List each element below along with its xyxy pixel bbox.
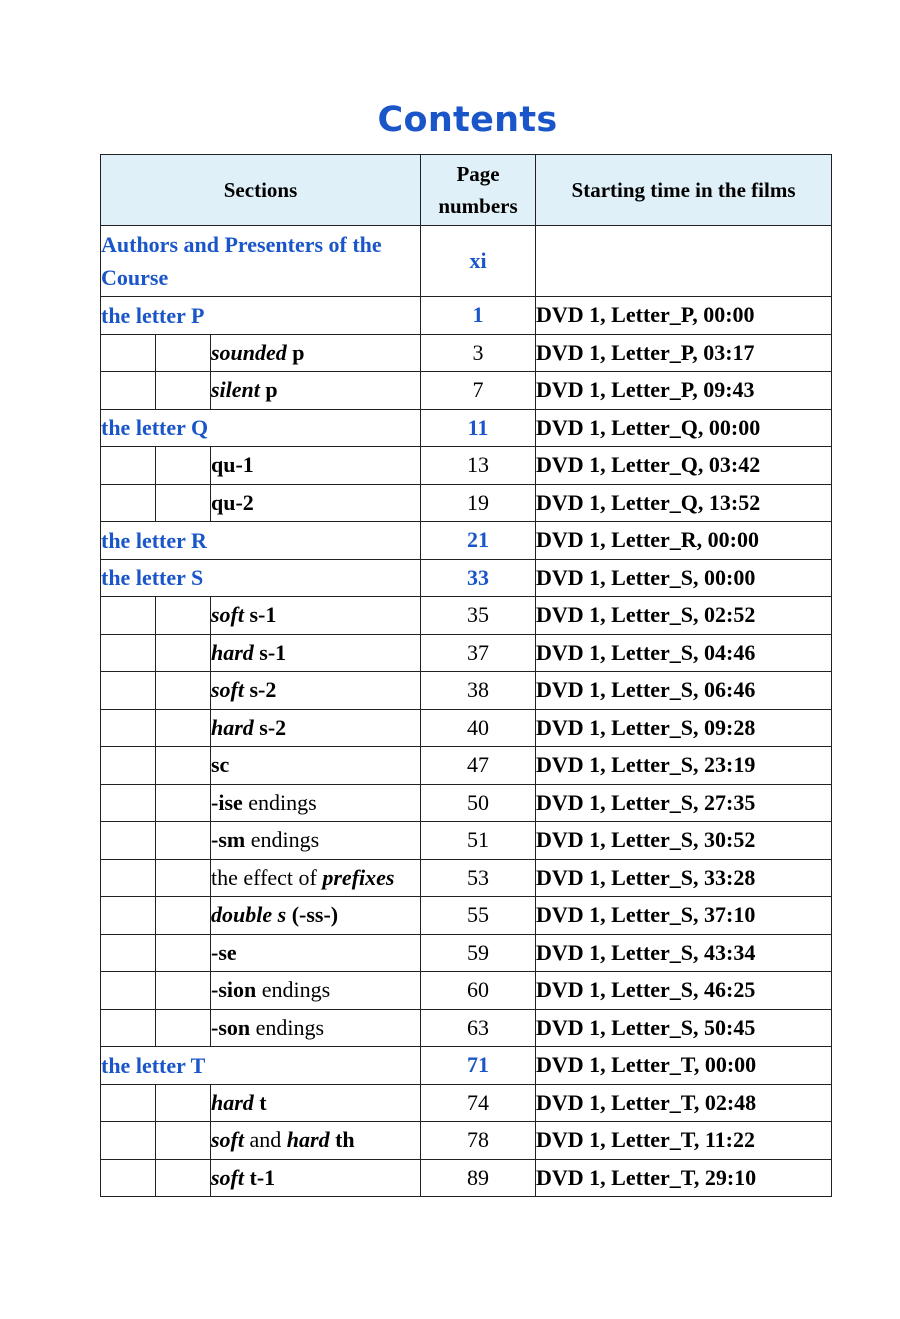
starting-time: DVD 1, Letter_P, 09:43: [536, 372, 832, 410]
section-title: [101, 1047, 421, 1085]
title-fragment: s-1: [253, 639, 287, 665]
section-title: [101, 226, 421, 297]
page-number: 89: [421, 1159, 536, 1197]
main-section-row: [101, 522, 832, 560]
subsection-title: [211, 1009, 421, 1047]
page-number: 55: [421, 897, 536, 935]
indent-cell: [101, 1009, 156, 1047]
starting-time: DVD 1, Letter_R, 00:00: [536, 522, 832, 560]
header-page-numbers: Page numbers: [421, 155, 536, 226]
title-fragment: endings: [256, 977, 331, 1003]
indent-cell: [156, 822, 211, 860]
subsection-row: [101, 934, 832, 972]
starting-time: DVD 1, Letter_S, 37:10: [536, 897, 832, 935]
page-number: 50: [421, 784, 536, 822]
subsection-title: [211, 709, 421, 747]
indent-cell: [101, 634, 156, 672]
page-number: 53: [421, 859, 536, 897]
subsection-row: [101, 859, 832, 897]
indent-cell: [101, 709, 156, 747]
page-number: 38: [421, 672, 536, 710]
subsection-row: [101, 1159, 832, 1197]
title-fragment: hard: [211, 639, 254, 665]
indent-cell: [156, 1159, 211, 1197]
page-number: 33: [421, 559, 536, 597]
title-fragment: -ise: [211, 789, 243, 815]
indent-cell: [156, 784, 211, 822]
indent-cell: [101, 822, 156, 860]
starting-time: DVD 1, Letter_S, 06:46: [536, 672, 832, 710]
subsection-row: [101, 897, 832, 935]
title-fragment: th: [329, 1127, 355, 1153]
page-number: 40: [421, 709, 536, 747]
main-section-row: [101, 226, 832, 297]
subsection-title: [211, 334, 421, 372]
subsection-row: [101, 634, 832, 672]
title-fragment: soft: [211, 677, 244, 703]
title-fragment: sounded: [211, 339, 287, 365]
title-fragment: the effect of: [211, 864, 323, 890]
section-title: [101, 409, 421, 447]
starting-time: DVD 1, Letter_P, 03:17: [536, 334, 832, 372]
title-fragment: -sm: [211, 827, 246, 853]
subsection-title: [211, 972, 421, 1010]
title-fragment: prefixes: [322, 864, 395, 890]
subsection-title: [211, 597, 421, 635]
title-fragment: the letter S: [101, 565, 204, 591]
subsection-title: [211, 784, 421, 822]
subsection-title: [211, 822, 421, 860]
title-fragment: qu-1: [211, 452, 254, 478]
starting-time: DVD 1, Letter_Q, 03:42: [536, 447, 832, 485]
subsection-row: [101, 1122, 832, 1160]
starting-time: DVD 1, Letter_Q, 00:00: [536, 409, 832, 447]
subsection-title: [211, 1084, 421, 1122]
indent-cell: [156, 334, 211, 372]
title-fragment: -se: [211, 939, 237, 965]
title-fragment: qu-2: [211, 489, 254, 515]
indent-cell: [101, 1084, 156, 1122]
indent-cell: [101, 372, 156, 410]
contents-body: [101, 226, 832, 1197]
subsection-row: [101, 1084, 832, 1122]
page-number: 13: [421, 447, 536, 485]
title-fragment: soft: [211, 1127, 244, 1153]
indent-cell: [156, 972, 211, 1010]
starting-time: DVD 1, Letter_T, 02:48: [536, 1084, 832, 1122]
title-fragment: -son: [211, 1014, 251, 1040]
page-number: 59: [421, 934, 536, 972]
indent-cell: [156, 747, 211, 785]
starting-time: DVD 1, Letter_S, 46:25: [536, 972, 832, 1010]
indent-cell: [101, 1122, 156, 1160]
title-fragment: the letter P: [101, 302, 205, 328]
indent-cell: [156, 372, 211, 410]
subsection-row: [101, 822, 832, 860]
subsection-title: [211, 897, 421, 935]
indent-cell: [101, 934, 156, 972]
indent-cell: [156, 484, 211, 522]
starting-time: DVD 1, Letter_Q, 13:52: [536, 484, 832, 522]
subsection-row: [101, 672, 832, 710]
starting-time: [536, 226, 832, 297]
section-title: [101, 297, 421, 335]
main-section-row: [101, 297, 832, 335]
title-fragment: the letter Q: [101, 415, 209, 441]
title-fragment: hard: [211, 1089, 254, 1115]
title-fragment: hard: [211, 714, 254, 740]
indent-cell: [101, 447, 156, 485]
page-number: 11: [421, 409, 536, 447]
title-fragment: s-2: [253, 714, 287, 740]
indent-cell: [156, 447, 211, 485]
indent-cell: [156, 859, 211, 897]
subsection-title: [211, 672, 421, 710]
page-number: 47: [421, 747, 536, 785]
subsection-row: [101, 372, 832, 410]
main-section-row: [101, 409, 832, 447]
indent-cell: [156, 709, 211, 747]
title-fragment: endings: [245, 827, 320, 853]
starting-time: DVD 1, Letter_P, 00:00: [536, 297, 832, 335]
title-fragment: s-1: [244, 602, 277, 628]
starting-time: DVD 1, Letter_S, 33:28: [536, 859, 832, 897]
subsection-title: [211, 372, 421, 410]
title-fragment: the letter T: [101, 1052, 206, 1078]
starting-time: DVD 1, Letter_T, 11:22: [536, 1122, 832, 1160]
indent-cell: [156, 1084, 211, 1122]
page-number: 19: [421, 484, 536, 522]
subsection-row: [101, 597, 832, 635]
indent-cell: [101, 1159, 156, 1197]
starting-time: DVD 1, Letter_S, 23:19: [536, 747, 832, 785]
page-number: 71: [421, 1047, 536, 1085]
header-sections: Sections: [101, 155, 421, 226]
subsection-title: [211, 747, 421, 785]
indent-cell: [101, 897, 156, 935]
title-fragment: double s: [211, 902, 287, 928]
title-fragment: hard: [286, 1127, 330, 1153]
header-row: [101, 155, 832, 226]
title-fragment: sc: [211, 752, 230, 778]
indent-cell: [101, 972, 156, 1010]
page-number: 60: [421, 972, 536, 1010]
starting-time: DVD 1, Letter_T, 29:10: [536, 1159, 832, 1197]
title-fragment: p: [259, 377, 278, 403]
indent-cell: [156, 597, 211, 635]
subsection-row: [101, 972, 832, 1010]
title-fragment: silent: [211, 377, 260, 403]
title-fragment: t: [253, 1089, 267, 1115]
subsection-title: [211, 934, 421, 972]
indent-cell: [101, 334, 156, 372]
subsection-row: [101, 484, 832, 522]
indent-cell: [101, 747, 156, 785]
subsection-row: [101, 784, 832, 822]
indent-cell: [156, 634, 211, 672]
starting-time: DVD 1, Letter_S, 50:45: [536, 1009, 832, 1047]
title-fragment: t-1: [244, 1164, 276, 1190]
indent-cell: [156, 1122, 211, 1160]
page-number: 78: [421, 1122, 536, 1160]
subsection-row: [101, 709, 832, 747]
page-number: 1: [421, 297, 536, 335]
title-fragment: p: [286, 339, 305, 365]
section-title: [101, 559, 421, 597]
page-number: 37: [421, 634, 536, 672]
indent-cell: [156, 897, 211, 935]
starting-time: DVD 1, Letter_S, 00:00: [536, 559, 832, 597]
subsection-title: [211, 634, 421, 672]
starting-time: DVD 1, Letter_S, 04:46: [536, 634, 832, 672]
title-fragment: soft: [211, 1164, 244, 1190]
page-number: 51: [421, 822, 536, 860]
starting-time: DVD 1, Letter_T, 00:00: [536, 1047, 832, 1085]
starting-time: DVD 1, Letter_S, 27:35: [536, 784, 832, 822]
header-starting-time: Starting time in the films: [536, 155, 832, 226]
subsection-row: [101, 747, 832, 785]
title-fragment: and: [244, 1127, 287, 1153]
contents-table: [100, 154, 832, 1197]
title-fragment: Authors and Presenters of the Course: [101, 232, 382, 290]
page-number: 63: [421, 1009, 536, 1047]
main-section-row: [101, 1047, 832, 1085]
page-number: 21: [421, 522, 536, 560]
starting-time: DVD 1, Letter_S, 09:28: [536, 709, 832, 747]
main-section-row: [101, 559, 832, 597]
subsection-row: [101, 1009, 832, 1047]
title-fragment: soft: [211, 602, 244, 628]
subsection-row: [101, 334, 832, 372]
starting-time: DVD 1, Letter_S, 30:52: [536, 822, 832, 860]
subsection-row: [101, 447, 832, 485]
indent-cell: [101, 784, 156, 822]
section-title: [101, 522, 421, 560]
starting-time: DVD 1, Letter_S, 43:34: [536, 934, 832, 972]
indent-cell: [156, 934, 211, 972]
subsection-title: [211, 1159, 421, 1197]
title-fragment: endings: [242, 789, 317, 815]
title-fragment: -sion: [211, 977, 257, 1003]
subsection-title: [211, 484, 421, 522]
subsection-title: [211, 859, 421, 897]
page-number: xi: [421, 226, 536, 297]
page-number: 3: [421, 334, 536, 372]
subsection-title: [211, 447, 421, 485]
indent-cell: [156, 1009, 211, 1047]
title-fragment: the letter R: [101, 527, 207, 553]
page-number: 74: [421, 1084, 536, 1122]
page-title: Contents: [377, 100, 558, 140]
indent-cell: [101, 597, 156, 635]
page-number: 7: [421, 372, 536, 410]
indent-cell: [101, 484, 156, 522]
starting-time: DVD 1, Letter_S, 02:52: [536, 597, 832, 635]
page-number: 35: [421, 597, 536, 635]
title-fragment: s-2: [244, 677, 277, 703]
indent-cell: [156, 672, 211, 710]
indent-cell: [101, 859, 156, 897]
title-fragment: endings: [250, 1014, 325, 1040]
subsection-title: [211, 1122, 421, 1160]
title-fragment: (-ss-): [286, 902, 339, 928]
indent-cell: [101, 672, 156, 710]
